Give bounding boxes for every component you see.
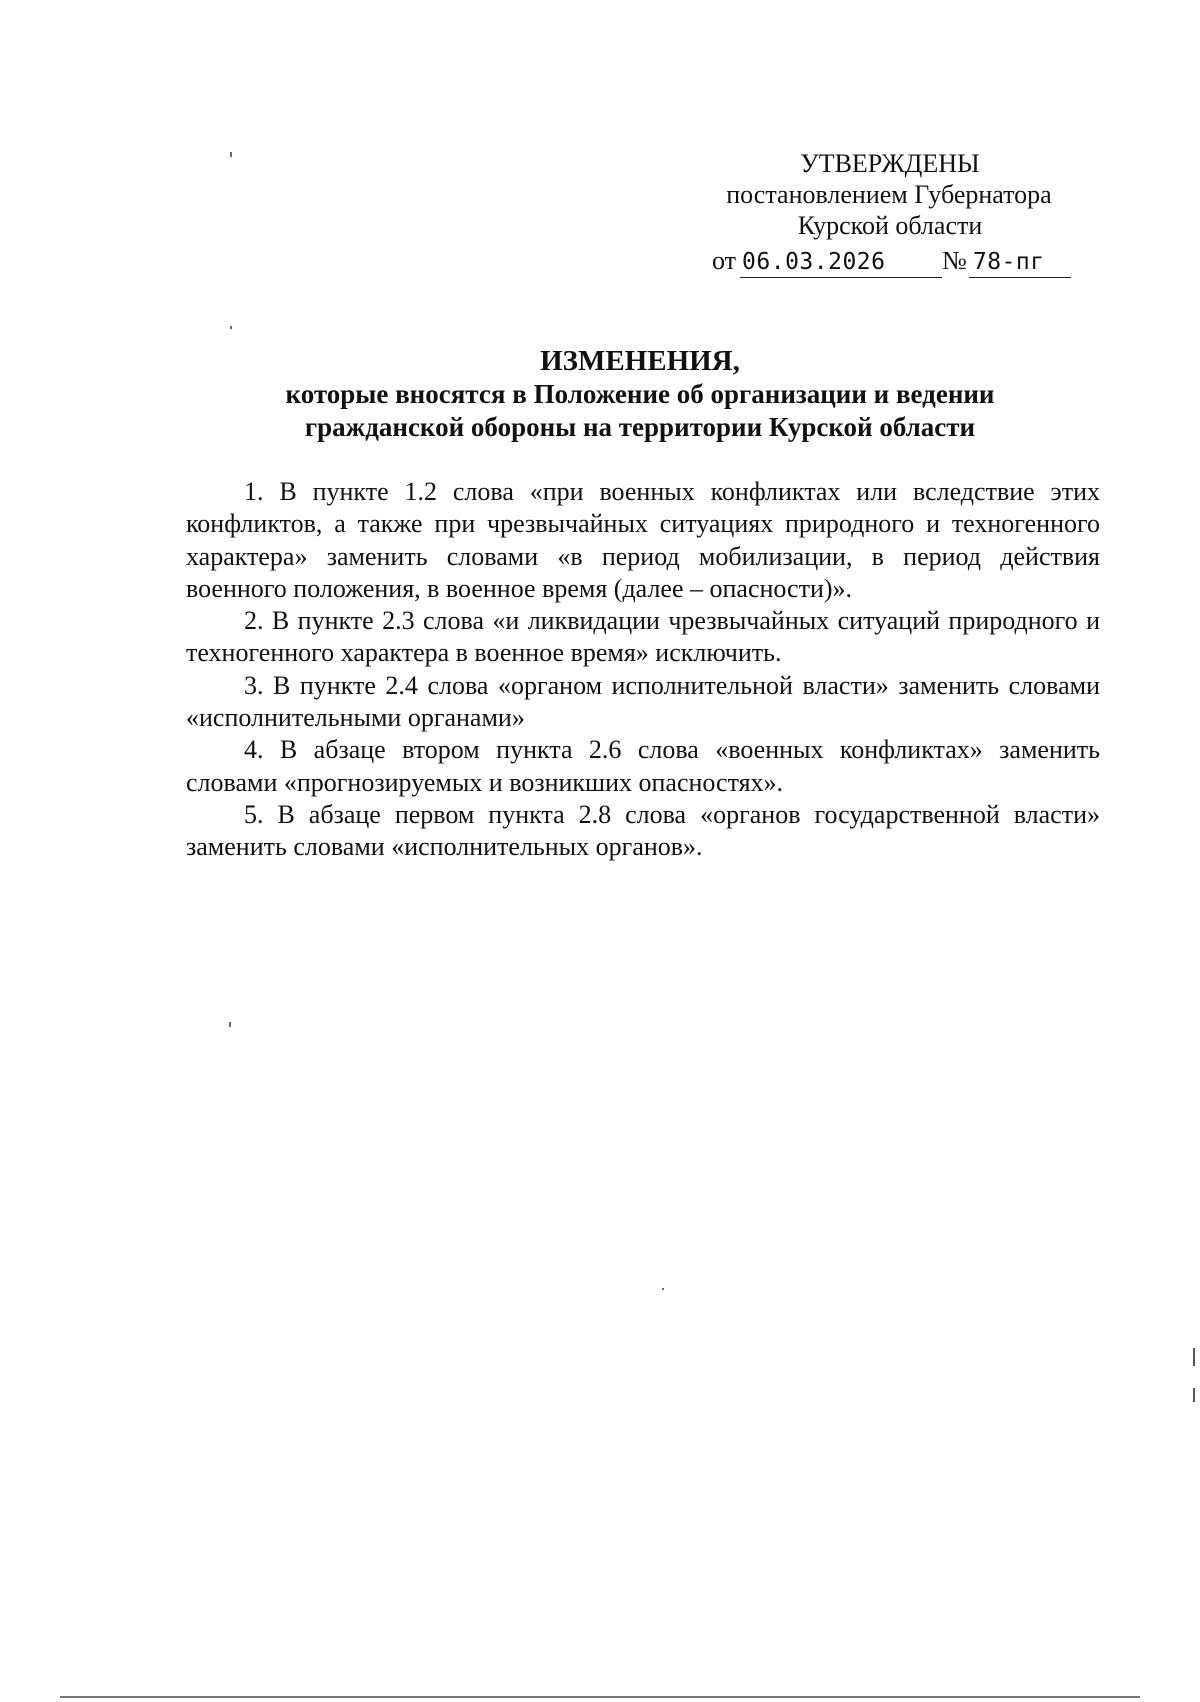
date-prefix: от bbox=[712, 246, 737, 275]
document-body bbox=[186, 476, 1100, 864]
scan-speck bbox=[230, 152, 232, 157]
approval-authority: постановлением Губернатора bbox=[726, 180, 1052, 209]
scan-speck bbox=[662, 1288, 664, 1290]
document-heading bbox=[200, 345, 1080, 444]
scan-edge-mark bbox=[1193, 1388, 1195, 1402]
amendment-item: 5. В абзаце первом пункта 2.8 слова «органов государственной власти» заменить словами «исполнительных органов». bbox=[186, 799, 1100, 862]
number-prefix: № bbox=[942, 246, 967, 275]
page-title: ИЗМЕНЕНИЯ, bbox=[540, 345, 740, 377]
approval-region: Курской области bbox=[797, 211, 983, 240]
amendment-item: 2. В пункте 2.3 слова «и ликвидации чрезвычайных ситуаций природного и техногенного характера в военное время» исключить. bbox=[186, 606, 1100, 668]
approval-date-line bbox=[712, 246, 1092, 278]
scan-speck bbox=[229, 1022, 231, 1027]
scan-bottom-edge bbox=[60, 1696, 1140, 1698]
heading-subtitle-line-2: гражданской обороны на территории Курской области bbox=[304, 412, 976, 442]
amendment-item: 3. В пункте 2.4 слова «органом исполнительной власти» заменить словами «исполнительными органами» bbox=[186, 670, 1100, 733]
scan-speck bbox=[230, 326, 232, 329]
approval-title: УТВЕРЖДЕНЫ bbox=[800, 149, 980, 178]
amendment-item: 1. В пункте 1.2 слова «при военных конфликтах или вследствие этих конфликтов, а также при чрезвычайных ситуациях природного и техногенного характера» заменить словами «в период мобилизации, в период действия военного положения, в военное время (далее – опасности)». bbox=[186, 477, 1100, 603]
heading-subtitle-line-1: которые вносятся в Положение об организации и ведении bbox=[285, 379, 995, 409]
scan-edge-mark bbox=[1193, 1348, 1195, 1366]
approval-block bbox=[700, 148, 1080, 241]
approval-date: 06.03.2026 bbox=[740, 247, 942, 278]
amendment-item: 4. В абзаце втором пункта 2.6 слова «военных конфликтах» заменить словами «прогнозируемых и возникших опасностях». bbox=[186, 735, 1100, 797]
approval-number: 78-пг bbox=[969, 247, 1071, 278]
